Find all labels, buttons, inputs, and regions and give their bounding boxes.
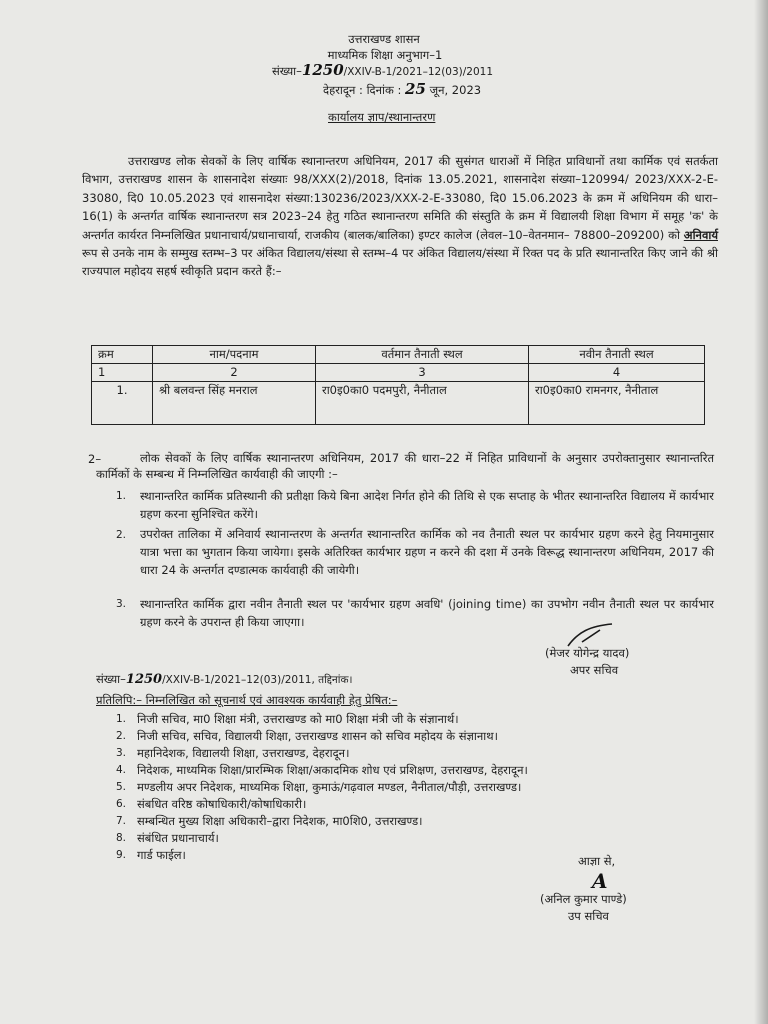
handwritten-date: 25 bbox=[405, 80, 426, 98]
col-header-new-posting: नवीन तैनाती स्थल bbox=[529, 346, 705, 364]
section2-text: लोक सेवकों के लिए वार्षिक स्थानान्तरण अधिनियम, 2017 की धारा–22 में निहित प्राविधानों के अनुसार उपरोक्तानुसार स्थानान्तरित कार्मिकों के सम्बन्ध में निम्नलिखित कार्यवाही की जाएगी :– bbox=[96, 451, 714, 481]
col-header-current-posting: वर्तमान तैनाती स्थल bbox=[316, 346, 529, 364]
document-title: कार्यालय ज्ञाप/स्थानान्तरण bbox=[328, 110, 436, 124]
col-header-name: नाम/पदनाम bbox=[153, 346, 316, 364]
signatory-2-designation: उप सचिव bbox=[568, 909, 609, 923]
name-cell: श्री बलवन्त सिंह मनराल bbox=[153, 382, 316, 425]
list-item: निदेशक, माध्यमिक शिक्षा/प्रारम्भिक शिक्षा/अकादमिक शोध एवं प्रशिक्षण, उत्तराखण्ड, देहरादून। bbox=[137, 763, 528, 777]
copy-heading: प्रतिलिपि:– निम्नलिखित को सूचनार्थ एवं आवश्यक कार्यवाही हेतु प्रेषित:– bbox=[96, 693, 398, 707]
serial-cell: 1. bbox=[92, 382, 153, 425]
mandatory-term: अनिवार्य bbox=[683, 227, 718, 242]
copy-reference-number: संख्या–1250/XXIV-B-1/2021–12(03)/2011, तद्दिनांक। bbox=[96, 672, 353, 687]
table-column-number-row: 1 2 3 4 bbox=[92, 364, 705, 382]
signatory-1-name: (मेजर योगेन्द्र यादव) bbox=[545, 646, 630, 660]
transfer-table bbox=[91, 345, 705, 425]
section-name: माध्यमिक शिक्षा अनुभाग–1 bbox=[327, 48, 443, 62]
list-item: संबधित वरिष्ठ कोषाधिकारी/कोषाधिकारी। bbox=[137, 797, 307, 811]
list-item: निजी सचिव, सचिव, विद्यालयी शिक्षा, उत्तराखण्ड शासन को सचिव महोदय के संज्ञानाथ। bbox=[137, 729, 498, 743]
section2-number: 2– bbox=[88, 452, 102, 466]
handwritten-copy-ref: 1250 bbox=[125, 672, 163, 687]
list-item: निजी सचिव, मा0 शिक्षा मंत्री, उत्तराखण्ड को मा0 शिक्षा मंत्री जी के संज्ञानार्थ। bbox=[137, 712, 459, 726]
document-page: उत्तराखण्ड शासन माध्यमिक शिक्षा अनुभाग–1 संख्या–1250/XXIV-B-1/2021–12(03)/2011 देहरादून : दिनांक : 25 जून, 2023 कार्यालय ज्ञाप/स्थानान्तरण उत्तराखण्ड लोक सेवकों के लिए वार्षिक स्थानान्तरण अधिनियम, 2017 की सुसंगत धाराओं में निहित प्राविधानों तथा कार्मिक एवं सतर्कता विभाग, उत्तराखण्ड शासन के शासनादेश संख्याः 98/XXX(2)/2018, दिनांक 13.05.2021, शासनादेश संख्या–120994/ 2023/XXX-2-E-33080, दि0 10.05.2023 एवं शासनादेश संख्या:130236/2023/XXX-2-E-33080, दि0 15.06.2023 के क्रम में अधिनियम की धारा–16(1) के अन्तर्गत वार्षिक स्थानान्तरण सत्र 2023–24 हेतु गठित स्थानान्तरण समिति की संस्तुति के क्रम में विद्यालयी शिक्षा विभाग में समूह 'क' के अन्तर्गत कार्यरत निम्नलिखित प्रधानाचार्य/प्रधानाचार्या, राजकीय (बालक/बालिका) इण्टर कालेज (लेवल–10–वेतनमान– 78800–209200) को अनिवार्य रूप से उनके नाम के सम्मुख स्तम्भ–3 पर अंकित विद्यालय/संस्था से स्तम्भ–4 पर अंकित विद्यालय/संस्था में रिक्त पद के प्रति स्थानान्तरित किए जाने की श्री राज्यपाल महोदय सहर्ष स्वीकृति प्रदान करते हैं:– क्रम नाम/पदनाम वर्तमान तैनाती स्थल नवीन तैनाती स्थल 1 2 3 4 1. श्री बलवन्त सिंह मनराल रा0इ0का0 पदमपुरी, नैनीताल रा0इ0का0 रामनगर, नैनीताल 2– लोक सेवकों के लिए वार्षिक स्थानान्तरण अधिनियम, 2017 की धारा–22 में निहित प्राविधानों के अनुसार उपरोक्तानुसार स्थानान्तरित कार्मिकों के सम्बन्ध में निम्नलिखित कार्यवाही की जाएगी :– 1. स्थानान्तरित कार्मिक प्रतिस्थानी की प्रतीक्षा किये बिना आदेश निर्गत होने की तिथि से एक सप्ताह के भीतर स्थानान्तरित विद्यालय में कार्यभार ग्रहण करना सुनिश्चित करेंगे। 2. उपरोक्त तालिका में अनिवार्य स्थानान्तरण के अन्तर्गत स्थानान्तरित कार्मिक को नव तैनाती स्थल पर कार्यभार ग्रहण करने हेतु नियमानुसार यात्रा भत्ता का भुगतान किया जायेगा। इसके अतिरिक्त कार्यभार ग्रहण न करने की दशा में उनके विरूद्ध स्थानान्तरण अधिनियम, 2017 की धारा 24 के अन्तर्गत दण्डात्मक कार्यवाही की जायेगी। 3. स्थानान्तरित कार्मिक द्वारा नवीन तैनाती स्थल पर 'कार्यभार ग्रहण अवधि' (joining time) का उपभोग नवीन तैनाती स्थल पर कार्यभार ग्रहण करने के उपरान्त ही किया जाएगा। (मेजर योगेन्द्र यादव) अपर सचिव संख्या–1250/XXIV-B-1/2021–12(03)/2011, तद्दिनांक। प्रतिलिपि:– निम्नलिखित को सूचनार्थ एवं आवश्यक कार्यवाही हेतु प्रेषित:– 1. निजी सचिव, मा0 शिक्षा मंत्री, उत्तराखण्ड को मा0 शिक्षा मंत्री जी के संज्ञानार्थ। 2. निजी सचिव, सचिव, विद्यालयी शिक्षा, उत्तराखण्ड शासन को सचिव महोदय के संज्ञानाथ। 3. महानिदेशक, विद्यालयी शिक्षा, उत्तराखण्ड, देहरादून। 4. निदेशक, माध्यमिक शिक्षा/प्रारम्भिक शिक्षा/अकादमिक शोध एवं प्रशिक्षण, उत्तराखण्ड, देहरादून। 5. मण्डलीय अपर निदेशक, माध्यमिक शिक्षा, कुमाऊं/गढ़वाल मण्डल, नैनीताल/पौड़ी, उत्तराखण्ड। 6. संबधित वरिष्ठ कोषाधिकारी/कोषाधिकारी। 7. सम्बन्धित मुख्य शिक्षा अधिकारी–द्वारा निदेशक, मा0शि0, उत्तराखण्ड। 8. संबंधित प्रधानाचार्य। 9. गार्ड फाईल। आज्ञा से, A (अनिल कुमार पाण्डे) उप सचिव bbox=[0, 0, 768, 1024]
list-item: सम्बन्धित मुख्य शिक्षा अधिकारी–द्वारा निदेशक, मा0शि0, उत्तराखण्ड। bbox=[137, 814, 423, 828]
issue-date: देहरादून : दिनांक : 25 जून, 2023 bbox=[323, 80, 482, 98]
section2-item: उपरोक्त तालिका में अनिवार्य स्थानान्तरण के अन्तर्गत स्थानान्तरित कार्मिक को नव तैनाती स्थल पर कार्यभार ग्रहण करने हेतु नियमानुसार यात्रा भत्ता का भुगतान किया जायेगा। इसके अतिरिक्त कार्यभार ग्रहण न करने की दशा में उनके विरूद्ध स्थानान्तरण अधिनियम, 2017 की धारा 24 के अन्तर्गत दण्डात्मक कार्यवाही की जायेगी। bbox=[140, 527, 714, 577]
table-row bbox=[92, 382, 705, 425]
intro-paragraph: उत्तराखण्ड लोक सेवकों के लिए वार्षिक स्थानान्तरण अधिनियम, 2017 की सुसंगत धाराओं में निहित प्राविधानों तथा कार्मिक एवं सतर्कता विभाग, उत्तराखण्ड शासन के शासनादेश संख्याः 98/XXX(2)/2018, दिनांक 13.05.2021, शासनादेश संख्या–120994/ 2023/XXX-2-E-33080, दि0 10.05.2023 एवं शासनादेश संख्या:130236/2023/XXX-2-E-33080, दि0 15.06.2023 के क्रम में अधिनियम की धारा–16(1) के अन्तर्गत वार्षिक स्थानान्तरण सत्र 2023–24 हेतु गठित स्थानान्तरण समिति की संस्तुति के क्रम में विद्यालयी शिक्षा विभाग में समूह 'क' के अन्तर्गत कार्यरत निम्नलिखित प्रधानाचार्य/प्रधानाचार्या, राजकीय (बालक/बालिका) इण्टर कालेज (लेवल–10–वेतनमान– 78800–209200) को अनिवार्य रूप से उनके नाम के सम्मुख स्तम्भ–3 पर अंकित विद्यालय/संस्था से स्तम्भ–4 पर अंकित विद्यालय/संस्था में रिक्त पद के प्रति स्थानान्तरित किए जाने की श्री राज्यपाल महोदय सहर्ष स्वीकृति प्रदान करते हैं:– bbox=[82, 154, 718, 279]
by-order-text: आज्ञा से, bbox=[578, 854, 616, 868]
section2-item: स्थानान्तरित कार्मिक प्रतिस्थानी की प्रतीक्षा किये बिना आदेश निर्गत होने की तिथि से एक सप्ताह के भीतर स्थानान्तरित विद्यालय में कार्यभार ग्रहण करना सुनिश्चित करेंगे। bbox=[140, 489, 714, 521]
handwritten-ref-number: 1250 bbox=[301, 61, 344, 79]
govt-name: उत्तराखण्ड शासन bbox=[348, 32, 420, 46]
signatory-1-designation: अपर सचिव bbox=[570, 663, 619, 677]
section2-item: स्थानान्तरित कार्मिक द्वारा नवीन तैनाती स्थल पर 'कार्यभार ग्रहण अवधि' (joining time) का उपभोग नवीन तैनाती स्थल पर कार्यभार ग्रहण करने के उपरान्त ही किया जाएगा। bbox=[140, 597, 714, 629]
list-item: मण्डलीय अपर निदेशक, माध्यमिक शिक्षा, कुमाऊं/गढ़वाल मण्डल, नैनीताल/पौड़ी, उत्तराखण्ड। bbox=[137, 780, 522, 794]
list-item: संबंधित प्रधानाचार्य। bbox=[137, 831, 219, 845]
col-header-serial: क्रम bbox=[92, 346, 153, 364]
list-item: महानिदेशक, विद्यालयी शिक्षा, उत्तराखण्ड, देहरादून। bbox=[137, 746, 350, 760]
signatory-2-name: (अनिल कुमार पाण्डे) bbox=[540, 892, 627, 906]
list-item: गार्ड फाईल। bbox=[137, 848, 186, 862]
new-posting-cell: रा0इ0का0 रामनगर, नैनीताल bbox=[529, 382, 705, 425]
reference-number: संख्या–1250/XXIV-B-1/2021–12(03)/2011 bbox=[272, 61, 494, 79]
current-posting-cell: रा0इ0का0 पदमपुरी, नैनीताल bbox=[316, 382, 529, 425]
table-header-row bbox=[92, 346, 705, 364]
signature-2-initial: A bbox=[592, 869, 608, 893]
